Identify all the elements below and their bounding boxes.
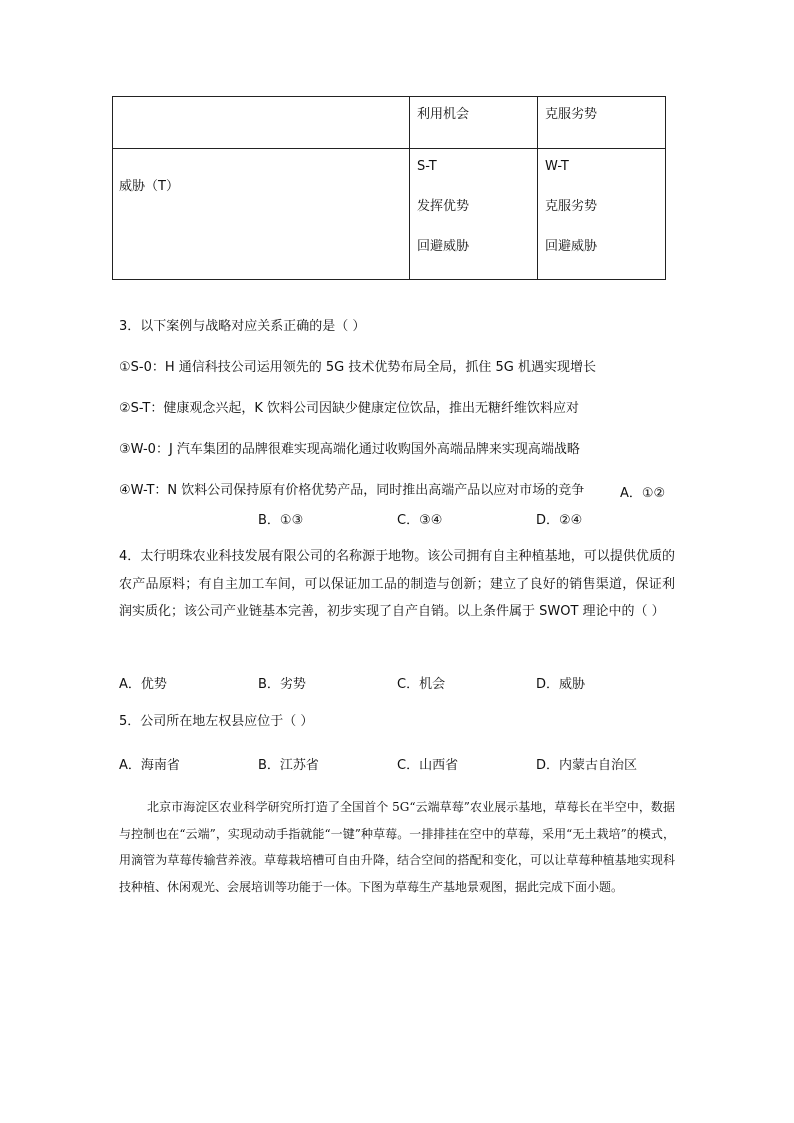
table-cell-text: W-T (545, 159, 569, 174)
table-row-label-threat: 威胁（T） (113, 149, 410, 280)
question-5-stem: 5．公司所在地左权县应位于（ ） (119, 714, 314, 729)
question-3-option-b: B．①③ (258, 513, 304, 528)
table-cell-s-t (410, 149, 538, 280)
table-cell-text: 发挥优势 (417, 199, 470, 214)
question-4-option-c: C．机会 (397, 677, 446, 692)
reading-passage: 北京市海淀区农业科学研究所打造了全国首个 5G“云端草莓”农业展示基地，草莓长在半空中，数据与控制也在“云端”，实现动动手指就能“一键”种草莓。一排排挂在空中的草莓，采用“无土栽培”的模式，用滴管为草莓传输营养液。草莓栽培槽可自由升降，结合空间的搭配和变化，可以让草莓种植基地实现科技种植、休闲观光、会展培训等功能于一体。下图为草莓生产基地景观图，据此完成下面小题。 (119, 800, 675, 894)
question-3-item-3: ③W-0：J 汽车集团的品牌很难实现高端化通过收购国外高端品牌来实现高端战略 (119, 442, 580, 457)
table-cell-text: 回避威胁 (545, 239, 598, 254)
question-4-option-b: B．劣势 (258, 677, 306, 692)
question-4-stem: 4．太行明珠农业科技发展有限公司的名称源于地物。该公司拥有自主种植基地，可以提供优质的农产品原料；有自主加工车间，可以保证加工品的制造与创新；建立了良好的销售渠道，保证利润实质化；该公司产业链基本完善，初步实现了自产自销。以上条件属于 SWOT 理论中的（ ） (119, 549, 675, 619)
question-3-item-4: ④W-T：N 饮料公司保持原有价格优势产品，同时推出高端产品以应对市场的竞争 (119, 483, 585, 498)
question-5-option-c: C．山西省 (397, 758, 459, 773)
question-5-option-d: D．内蒙古自治区 (536, 758, 638, 773)
table-cell-w-t (538, 149, 666, 280)
question-4-option-d: D．威胁 (536, 677, 586, 692)
table-header-weakness: 克服劣势 (538, 97, 666, 149)
question-3-option-c: C．③④ (397, 513, 443, 528)
question-3-item-2: ②S-T：健康观念兴起，K 饮料公司因缺少健康定位饮品，推出无糖纤维饮料应对 (119, 401, 580, 416)
swot-strategy-table (112, 96, 666, 280)
table-header-opportunity: 利用机会 (410, 97, 538, 149)
table-cell-text: 回避威胁 (417, 239, 470, 254)
question-3-item-1: ①S-0：H 通信科技公司运用领先的 5G 技术优势布局全局，抓住 5G 机遇实现增长 (119, 360, 596, 375)
table-header-empty-cell (113, 97, 410, 149)
question-5-option-b: B．江苏省 (258, 758, 319, 773)
question-3-option-a: A．①② (620, 486, 666, 501)
question-3-option-d: D．②④ (536, 513, 583, 528)
table-cell-text: 克服劣势 (545, 199, 598, 214)
question-4-option-a: A．优势 (119, 677, 167, 692)
question-5-option-a: A．海南省 (119, 758, 180, 773)
table-cell-text: S-T (417, 159, 437, 174)
question-3-stem: 3．以下案例与战略对应关系正确的是（ ） (119, 319, 366, 334)
